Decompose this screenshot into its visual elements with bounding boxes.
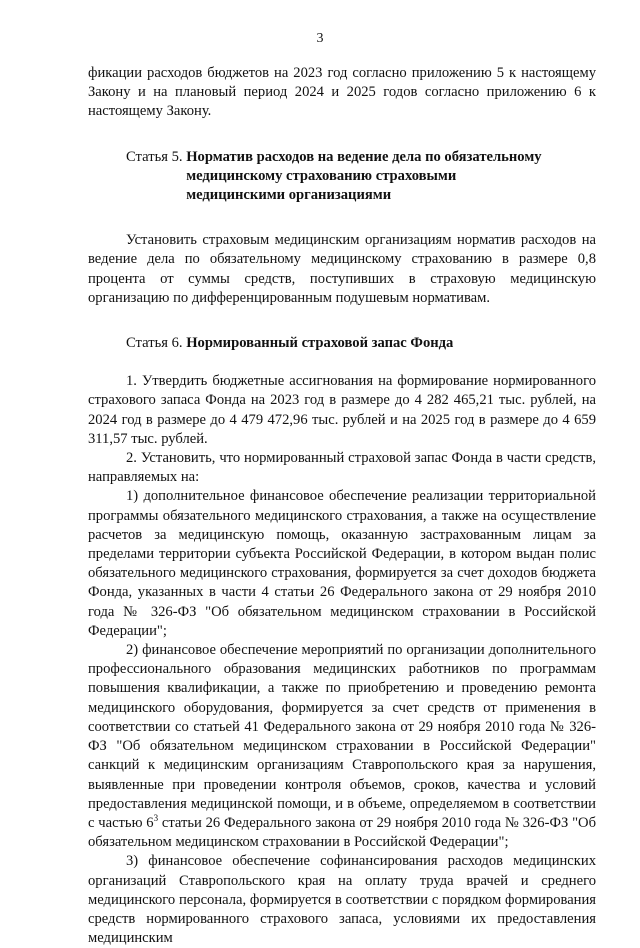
- paragraph-continuation: фикации расходов бюджетов на 2023 год согласно приложению 5 к настоящему Закону и на плановый период 2024 и 2025 годов согласно приложению 6 к настоящему Закону.: [88, 65, 596, 120]
- page-number: 3: [316, 31, 324, 46]
- article-5-title: Норматив расходов на ведение дела по обязательному медицинскому страхованию страховыми медицинскими организациями: [186, 148, 542, 204]
- article-6-heading: [88, 334, 596, 353]
- article-6-item-3: 3) финансовое обеспечение софинансирования расходов медицинских организаций Ставропольского края на оплату труда врачей и среднего медицинского персонала, формируется в соответствии с порядком формирования средств нормированного страхового запаса, условиями их предоставления медицинским: [88, 853, 596, 947]
- article-6-item-1: 1) дополнительное финансовое обеспечение реализации территориальной программы обязательного медицинского страхования, а также на осуществление расчетов за медицинскую помощь, оказанную застрахованным лицам за пределами территории субъекта Российской Федерации, в котором выдан полис обязательного медицинского страхования, формируется за счет доходов бюджета Фонда, указанных в части 4 статьи 26 Федерального закона от 29 ноября 2010 года № 326-ФЗ "Об обязательном медицинском страховании в Российской Федерации";: [88, 488, 596, 639]
- article-5-paragraph: Установить страховым медицинским организациям норматив расходов на ведение дела по обязательному медицинскому страхованию в размере 0,8 процента от суммы средств, поступивших в страховую медицинскую организацию по дифференцированным подушевым нормативам.: [88, 232, 596, 306]
- article-6-item-2: [88, 641, 596, 852]
- article-5-heading: [88, 148, 596, 206]
- item-2-superscript: 3: [153, 813, 159, 824]
- article-6-part-1: 1. Утвердить бюджетные ассигнования на формирование нормированного страхового запаса Фонда на 2023 год в размере до 4 282 465,21 тыс. рублей, на 2024 год в размере до 4 479 472,96 тыс. рублей и на 2025 год в размере до 4 659 311,57 тыс. рублей.: [88, 373, 596, 447]
- item-2-text-b: статьи 26 Федерального закона от 29 ноября 2010 года № 326-ФЗ "Об обязательном медицинском страховании в Российской Федерации";: [88, 814, 596, 851]
- item-2-text-a: 2) финансовое обеспечение мероприятий по организации дополнительного профессионального образования медицинских работников по программам повышения квалификации, а также по приобретению и проведению ремонта медицинского оборудования, формируется за счет средств от применения в соответствии со статьей 41 Федерального закона от 29 ноября 2010 года № 326-ФЗ "Об обязательном медицинском страховании в Российской Федерации" санкций к медицинским организациям Ставропольского края за нарушения, выявленные при проведении контроля объемов, сроков, качества и условий предоставления медицинской помощи, и в объеме, определяемом в соответствии с частью 6: [88, 642, 596, 831]
- article-6-part-2: 2. Установить, что нормированный страховой запас Фонда в части средств, направляемых на:: [88, 450, 596, 486]
- article-6-label: Статья 6.: [126, 335, 187, 352]
- document-body: [88, 64, 596, 948]
- article-5-label: Статья 5.: [126, 148, 187, 165]
- article-6-title: Нормированный страховой запас Фонда: [186, 335, 454, 352]
